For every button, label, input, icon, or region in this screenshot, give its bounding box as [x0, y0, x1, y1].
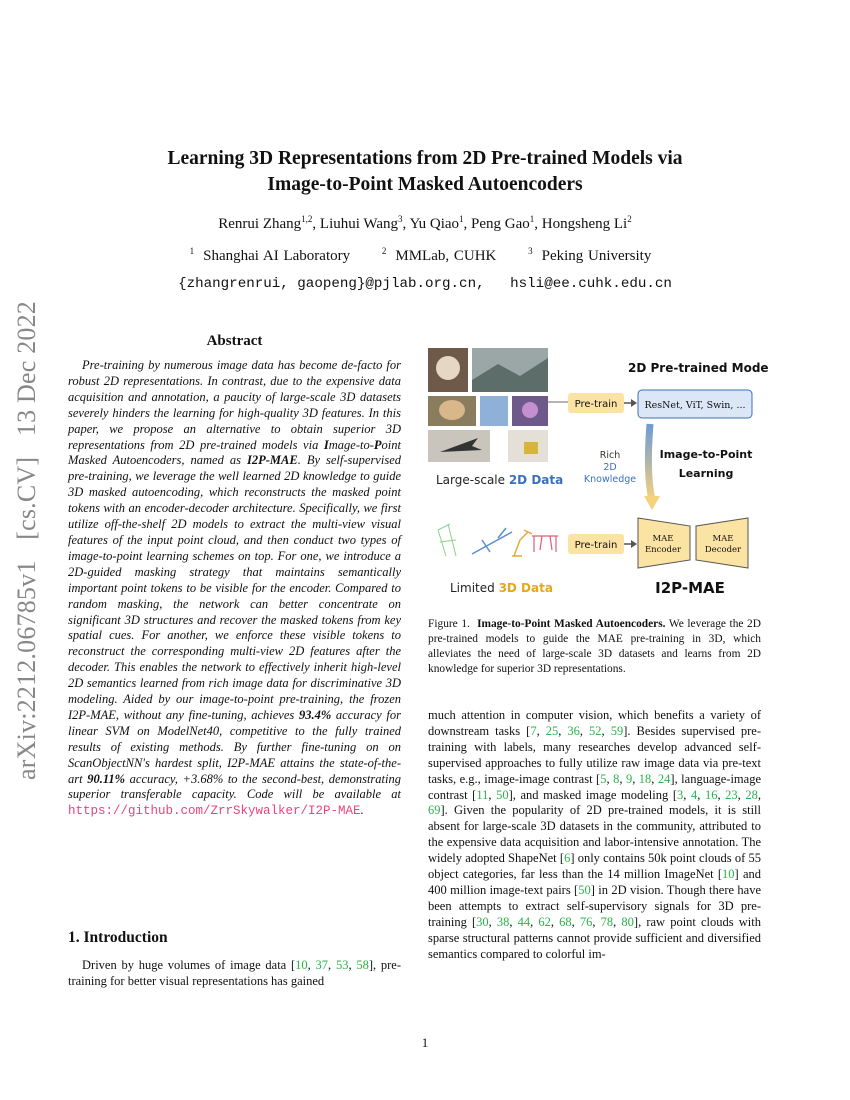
knowledge-arrow-head	[644, 496, 660, 510]
knowledge-label: Knowledge	[583, 474, 637, 485]
citation-list: 11, 50	[476, 787, 509, 802]
figure-1	[428, 344, 768, 604]
citation-link[interactable]: 11	[476, 787, 489, 802]
citation-link[interactable]: 24	[657, 771, 671, 786]
affiliation: $^2$ MMLab, CUHK	[381, 246, 497, 264]
title-line-1: Learning 3D Representations from 2D Pre-trained Models via	[167, 148, 683, 169]
author-emails: {zhangrenrui, gaopeng}@pjlab.org.cn, hsli@ee.cuhk.edu.cn	[178, 276, 672, 292]
chair-icon	[524, 442, 538, 454]
citation-link[interactable]: 18	[638, 771, 652, 786]
paper-title	[0, 146, 850, 198]
citation-link[interactable]: 8	[613, 771, 620, 786]
citation-link[interactable]: 4	[690, 787, 698, 802]
mae-encoder-label-2: Encoder	[644, 545, 682, 555]
knowledge-arrow	[648, 424, 652, 500]
citation-link[interactable]: 44	[517, 914, 531, 929]
citation-link[interactable]: 23	[725, 787, 738, 802]
chair-point-cloud	[438, 524, 456, 556]
citation-link[interactable]: 52	[589, 723, 602, 738]
author: Peng Gao$^1$	[471, 214, 535, 232]
citation-list: 3, 4, 16, 23, 28, 69	[428, 787, 761, 818]
limited-label: Limited 3D Data	[450, 581, 553, 595]
author: Renrui Zhang$^{1,2}$	[218, 214, 313, 232]
arrow-head	[631, 540, 637, 548]
bird-photo	[480, 396, 508, 426]
pretrain-bottom-label: Pre-train	[574, 540, 618, 551]
i2p-label-2: Learning	[678, 467, 734, 480]
citation-link[interactable]: 30	[476, 914, 489, 929]
citation-link[interactable]: 38	[496, 914, 510, 929]
citation-link[interactable]: 7	[530, 723, 537, 738]
citation-link[interactable]: 78	[600, 914, 614, 929]
citation-link[interactable]: 50	[578, 882, 591, 897]
title-line-2: Image-to-Point Masked Autoencoders	[267, 174, 583, 195]
citation-link[interactable]: 37	[315, 958, 329, 972]
mae-decoder-label-2: Decoder	[704, 545, 742, 555]
arxiv-date: 13 Dec 2022	[12, 301, 41, 437]
citation-list: 30, 38, 44, 62, 68, 76, 78, 80	[476, 914, 634, 929]
page-number: 1	[421, 1035, 429, 1050]
pretrain-top-label: Pre-train	[574, 399, 618, 410]
mae-encoder-label-1: MAE	[652, 534, 674, 544]
arrow-head	[631, 399, 637, 407]
code-link[interactable]: https://github.com/ZrrSkywalker/I2P-MAE	[68, 804, 361, 819]
right-column-paragraph: much attention in computer vision, which benefits a variety of downstream tasks [7, 25, 36, 52, 59]. Besides supervised pre-training with labels, many researches develop advanced self-supervised approaches to fully utilize raw image data via pre-text tasks, e.g., image-image contrast [5, 8, 9, 18, 24], language-image contrast [11, 50], and masked image modeling [3, 4, 16, 23, 28, 69]. Given the popularity of 2D pre-trained models, it is still absent for large-scale 3D datasets in the community, attributed to the expensive data acquisition and labor-intensive annotation. The widely adopted ShapeNet [6] only contains 50k point clouds of 55 object categories, far less than the 14 million ImageNet [10] and 400 million image-text pairs [50] in 2D vision. Though there have been attempts to extract self-supervisory signals for 3D pre-training [30, 38, 44, 62, 68, 76, 78, 80], raw point clouds with sparse structural patterns cannot provide sufficient and diversified semantics compared to colorful im-	[428, 708, 762, 961]
flower-icon	[522, 402, 538, 418]
intro-paragraph: Driven by huge volumes of image data [10, 37, 53, 58], pre-training for better visual representations has gained	[68, 958, 402, 988]
models-box-label: ResNet, ViT, Swin, ...	[644, 400, 746, 411]
citation-link[interactable]: 3	[677, 787, 684, 802]
citation-link[interactable]: 80	[621, 914, 634, 929]
citation-link[interactable]: 28	[745, 787, 758, 802]
citation-list: 10, 37, 53, 58	[295, 958, 369, 972]
citation-link[interactable]: 58	[356, 958, 369, 972]
citation-link[interactable]: 16	[704, 787, 718, 802]
citation-link[interactable]: 69	[428, 803, 441, 818]
i2p-label-1: Image-to-Point	[659, 448, 753, 461]
two-d-label: 2D	[603, 462, 617, 473]
author: Liuhui Wang$^3$	[319, 214, 403, 232]
citation-link[interactable]: 76	[579, 914, 593, 929]
citation-link[interactable]: 9	[625, 771, 633, 786]
citation-link[interactable]: 62	[538, 914, 551, 929]
citation-link[interactable]: 53	[335, 958, 349, 972]
author: Yu Qiao$^1$	[409, 214, 464, 232]
arxiv-stamp	[12, 287, 42, 780]
citation-list: 5, 8, 9, 18, 24	[600, 771, 671, 786]
mae-decoder-label-1: MAE	[712, 534, 734, 544]
affiliation: $^3$ Peking University	[528, 246, 652, 264]
citation-list: 7, 25, 36, 52, 59	[530, 723, 624, 738]
citation-link[interactable]: 36	[567, 723, 580, 738]
cat-face-icon	[436, 356, 460, 380]
i2p-mae-label: I2P-MAE	[655, 579, 725, 597]
abstract-heading: Abstract	[206, 333, 263, 349]
citation-link[interactable]: 10	[295, 958, 308, 972]
citation-link[interactable]: 6	[564, 851, 571, 866]
models-title: 2D Pre-trained Models	[628, 361, 768, 375]
affiliation: $^1$ Shanghai AI Laboratory	[189, 246, 351, 264]
large-scale-label: Large-scale 2D Data	[436, 473, 564, 487]
arxiv-id: arXiv:2212.06785v1	[12, 560, 41, 780]
dog-icon	[439, 400, 465, 420]
author-list: Renrui Zhang$^{1,2}$, Liuhui Wang$^3$, Yu Qiao$^1$, Peng Gao$^1$, Hongsheng Li$^2$	[218, 214, 632, 232]
section-heading-introduction: 1. Introduction	[68, 929, 168, 946]
airplane-point-cloud	[472, 528, 512, 554]
citation-list	[722, 867, 735, 881]
figure-1-diagram	[428, 344, 768, 604]
rich-label: Rich	[599, 450, 621, 461]
figure-caption: Figure 1. Image-to-Point Masked Autoencoders. We leverage the 2D pre-trained models to guide the MAE pre-training in 3D, which alleviates the need of large-scale 3D datasets and learns from 2D knowledge for superior 3D representations.	[428, 618, 761, 675]
affiliations	[0, 248, 850, 265]
author: Hongsheng Li$^2$	[541, 214, 632, 232]
citation-link[interactable]: 59	[610, 723, 624, 738]
citation-link[interactable]: 25	[545, 723, 559, 738]
abstract-body: Pre-training by numerous image data has become de-facto for robust 2D representations. In contrast, due to the expensive data acquisition and annotation, a paucity of large-scale 3D datasets severely hinders the learning for high-quality 3D features. In this paper, we propose an alternative to obtain superior 3D representations from 2D pre-trained models via Image-to-Point Masked Autoencoders, named as I2P-MAE. By self-supervised pre-training, we leverage the well learned 2D knowledge to guide 3D masked autoencoding, which reconstructs the masked point tokens with an encoder-decoder architecture. Specifically, we first utilize off-the-shelf 2D models to extract the multi-view visual features of the input point cloud, and then conduct two types of image-to-point learning schemes on top. For one, we introduce a 2D-guided masking strategy that maintains semantically important point tokens to be visible for the encoder. Compared to random masking, the network can better concentrate on significant 3D structures and recover the masked tokens from key spatial cues. For another, we enforce these visible tokens to reconstruct the corresponding multi-view 2D features after the decoder. This enables the network to effectively inherit high-level 2D semantics learned from rich image data for discriminative 3D modeling. Aided by our image-to-point pre-training, the frozen I2P-MAE, without any fine-tuning, achieves 93.4% accuracy for linear SVM on ModelNet40, competitive to the fully trained results of existing methods. By further fine-tuning on on ScanObjectNN's hardest split, I2P-MAE attains the state-of-the-art 90.11% accuracy, +3.68% to the second-best, demonstrating superior transferable capacity. Code will be available at https://github.com/ZrrSkywalker/I2P-MAE.	[68, 358, 401, 819]
citation-link[interactable]: 68	[559, 914, 572, 929]
table-point-cloud	[532, 536, 558, 552]
citation-link[interactable]: 50	[496, 787, 509, 802]
arxiv-category: [cs.CV]	[12, 456, 41, 540]
lamp-point-cloud	[512, 530, 532, 556]
citation-list	[578, 883, 591, 897]
citation-link[interactable]: 10	[722, 867, 735, 882]
citation-link[interactable]: 5	[600, 771, 607, 786]
